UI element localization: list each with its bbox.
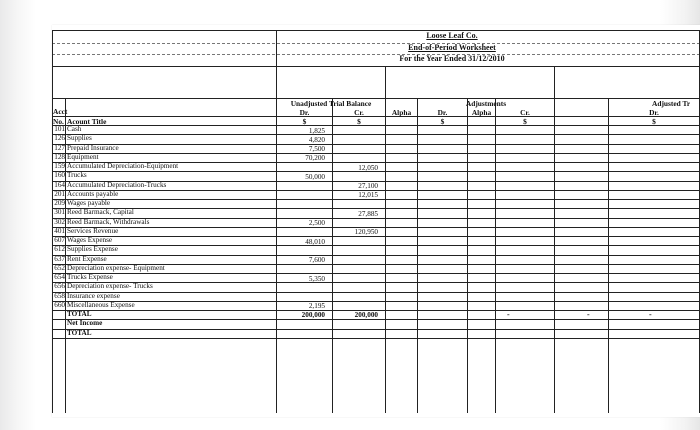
row-gridline (52, 125, 700, 126)
alpha-header-2: Alpha (471, 108, 492, 117)
utb-debit-amount: 7,600 (308, 256, 325, 264)
atb-dr-unit: $ (652, 117, 656, 126)
account-number: 126 (54, 134, 65, 143)
utb-debit-amount: 2,195 (308, 302, 325, 311)
total-label: TOTAL (67, 310, 92, 318)
utb-debit-amount: 4,820 (308, 135, 325, 144)
col-line (495, 98, 496, 413)
account-title: Accumulated Depreciation-Trucks (67, 180, 167, 189)
utb-cr-header: Cr. (354, 108, 364, 117)
utb-credit-amount: 120,950 (354, 228, 378, 237)
account-title: Rent Expense (67, 254, 107, 263)
account-title: Trucks Expense (67, 273, 113, 281)
account-number: 301 (54, 208, 65, 217)
row-gridline (52, 273, 700, 274)
worksheet-period: For the Year Ended 31/12/2010 (399, 54, 505, 63)
utb-debit-amount: 2,500 (308, 219, 325, 227)
account-number: 652 (54, 263, 65, 272)
account-title: Miscellaneous Expense (67, 300, 135, 309)
adjusted-trial-balance-header: Adjusted Tr (652, 99, 691, 108)
account-number: 656 (54, 282, 65, 291)
utb-debit-amount: 48,010 (305, 237, 325, 246)
utb-cr-unit: $ (357, 117, 361, 126)
row-gridline (52, 255, 700, 256)
unadjusted-trial-balance-header: Unadjusted Trial Balance (290, 99, 372, 108)
adj-debit-total: - (507, 310, 510, 319)
utb-debit-amount: 5,350 (308, 274, 325, 283)
alpha-header-1: Alpha (391, 108, 412, 117)
account-number: 654 (54, 273, 65, 281)
account-number: 101 (54, 125, 65, 133)
acct-header: Acct (53, 107, 68, 116)
adjustments-header: Adjustments (465, 99, 507, 108)
row-gridline (52, 329, 700, 330)
utb-credit-amount: 27,885 (358, 209, 378, 218)
account-title-header: Acount Title (67, 117, 107, 126)
utb-credit-amount: 12,015 (358, 191, 378, 200)
col-line (385, 66, 386, 413)
account-title: Supplies (67, 134, 92, 143)
utb-debit-amount: 1,825 (308, 126, 325, 135)
worksheet (52, 25, 700, 417)
row-gridline (52, 153, 700, 154)
row-gridline (52, 292, 700, 293)
col-line (608, 98, 609, 413)
adj-credit-total: - (587, 310, 590, 319)
utb-credit-amount: 12,050 (358, 163, 378, 172)
atb-debit-total: - (649, 310, 652, 319)
account-title: Depreciation expense- Trucks (67, 282, 153, 291)
utb-dr-header: Dr. (299, 108, 310, 117)
adj-dr-unit: $ (440, 117, 445, 126)
row-gridline (52, 338, 700, 339)
row-gridline (52, 134, 700, 135)
account-title: Accounts payable (67, 189, 119, 198)
utb-debit-amount: 50,000 (305, 172, 325, 181)
account-title: Trucks (67, 171, 87, 180)
account-title: Wages Expense (67, 236, 113, 244)
account-title: Reed Barmack, Withdrawals (67, 217, 150, 226)
row-gridline (52, 301, 700, 302)
account-number: 401 (54, 226, 65, 235)
account-title: Prepaid Insurance (67, 143, 119, 152)
account-number: 660 (54, 300, 65, 309)
title-bottom-border (52, 66, 700, 67)
account-title: Insurance expense (67, 291, 120, 300)
utb-dr-unit: $ (302, 117, 307, 126)
account-title: Cash (67, 125, 82, 133)
account-number: 201 (54, 189, 65, 198)
account-title: Services Revenue (67, 226, 119, 235)
account-title: Reed Barmack, Capital (67, 208, 134, 217)
utb-debit-total: 200,000 (301, 311, 325, 319)
account-title: Equipment (67, 152, 99, 161)
account-title: Supplies Expense (67, 245, 118, 254)
col-line (417, 98, 418, 413)
account-title: Depreciation expense- Equipment (67, 263, 165, 272)
account-number: 637 (54, 254, 65, 263)
account-number: 607 (54, 236, 65, 244)
col-line (467, 98, 468, 413)
account-number: 159 (54, 162, 65, 170)
row-gridline (52, 245, 700, 246)
account-number: 128 (54, 152, 65, 161)
utb-debit-amount: 70,200 (305, 154, 325, 163)
account-number: 160 (54, 171, 65, 180)
account-number: 612 (54, 245, 65, 254)
worksheet-subtitle: End-of-Period Worksheet (408, 43, 496, 52)
company-name: Loose Leaf Co. (426, 31, 478, 40)
utb-debit-amount: 7,500 (308, 145, 325, 153)
adj-cr-unit: $ (523, 117, 527, 126)
account-number: 302 (54, 217, 65, 226)
utb-credit-total: 200,000 (354, 311, 378, 319)
net-income-label: Net Income (67, 319, 103, 328)
col-line (554, 66, 555, 413)
account-number: 127 (54, 143, 65, 152)
atb-dr-header: Dr. (649, 108, 659, 117)
utb-credit-amount: 27,100 (358, 182, 378, 190)
adj-dr-header: Dr. (437, 108, 448, 117)
account-number: 658 (54, 291, 65, 300)
col-line (332, 98, 333, 413)
grand-total-label: TOTAL (67, 328, 92, 337)
adj-cr-header: Cr. (520, 108, 530, 117)
account-number: 164 (54, 180, 65, 189)
account-title: Wages payable (67, 199, 111, 207)
account-number: 209 (54, 199, 65, 207)
account-title: Accumulated Depreciation-Equipment (67, 162, 179, 170)
acct-no-header: No. (53, 117, 64, 126)
col-line (65, 98, 66, 413)
row-gridline (52, 144, 700, 145)
